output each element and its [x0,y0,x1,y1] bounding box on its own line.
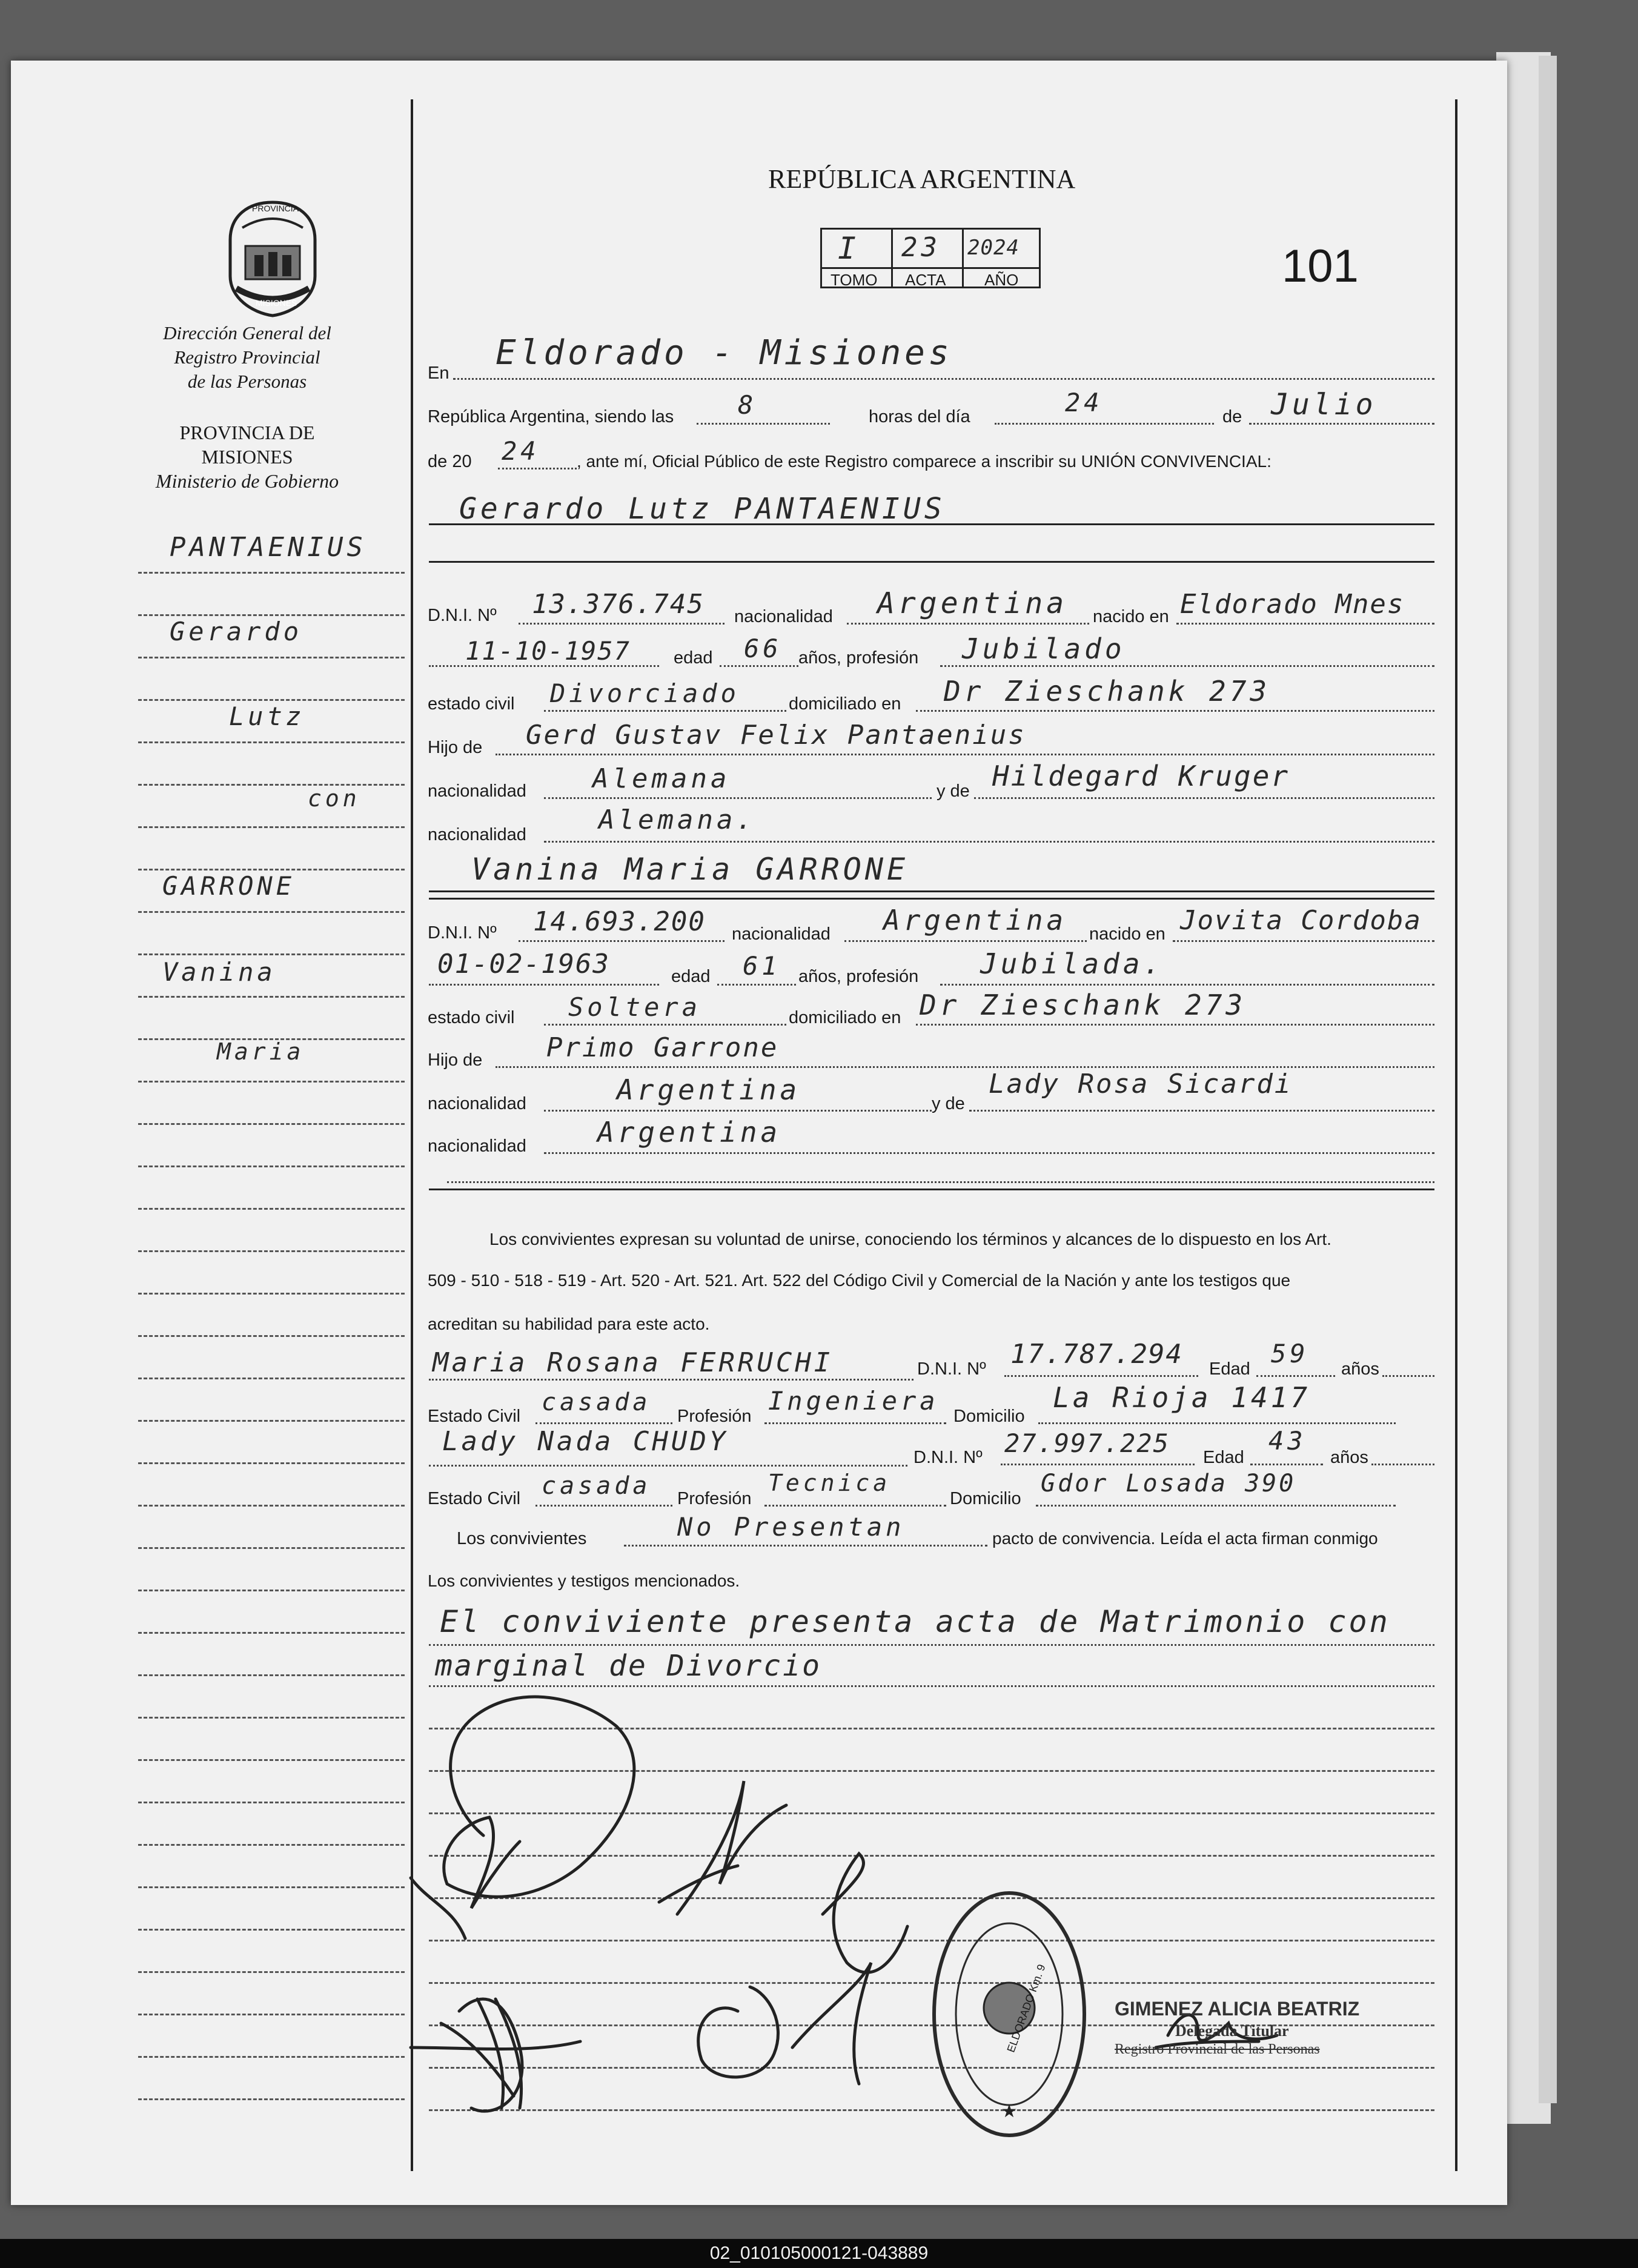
direccion-line: Registro Provincial [174,346,320,368]
official-office: Registro Provincial de las Personas [1115,2041,1320,2057]
ministerio-line: Ministerio de Gobierno [155,470,339,492]
margin-rule-line [138,1759,405,1761]
p2-nac-label: nacionalidad [732,924,831,944]
w1-dom-label: Domicilio [953,1407,1025,1426]
w1-estado: casada [542,1388,651,1416]
p2-estado: Soltera [568,992,701,1022]
margin-rule-line [138,1038,405,1040]
p2-edad-label: edad [671,967,711,986]
official-stamp-icon [930,1887,1088,2141]
p1-dni-label: D.N.I. Nº [428,606,497,625]
country-title: REPÚBLICA ARGENTINA [768,164,1076,194]
margin-rule-line [138,826,405,828]
file-id-footer: 02_010105000121-043889 [0,2239,1638,2268]
anio-value: 2024 [967,236,1020,260]
w2-name: Lady Nada CHUDY [442,1426,729,1457]
mes-value: Julio [1271,388,1377,422]
margin-rule-line [138,699,405,701]
w2-dni-label: D.N.I. Nº [913,1448,983,1467]
p1-yde-label: y de [937,781,970,801]
margin-rule-line [138,1378,405,1379]
p2-nacpadre-label: nacionalidad [428,1094,526,1113]
p1-dni: 13.376.745 [532,589,705,620]
horas-label: horas del día [869,407,970,426]
p2-nacmadre: Argentina [597,1116,781,1149]
p1-dom: Dr Zieschank 273 [944,675,1271,708]
de-label: de [1222,407,1242,426]
margin-rule-line [138,1971,405,1973]
p1-estado-label: estado civil [428,694,515,714]
w1-prof: Ingeniera [768,1386,939,1416]
margin-name-2: Lutz [229,701,305,731]
p2-dom-label: domiciliado en [789,1008,901,1027]
p1-fecha: 11-10-1957 [465,636,631,666]
p1-nacpadre: Alemana [592,763,731,794]
page-stack-edge-2 [1539,56,1557,2103]
p2-padre: Primo Garrone [546,1032,779,1063]
margin-rule-line [138,1929,405,1931]
margin-rule-line [138,869,405,870]
p1-nac: Argentina [877,586,1068,620]
official-name: GIMENEZ ALICIA BEATRIZ [1115,1998,1360,2020]
signatures-graphic [399,1623,1307,2157]
margin-rule-line [138,1335,405,1337]
w1-estado-label: Estado Civil [428,1407,521,1426]
ante-mi-text: , ante mí, Oficial Público de este Registro comparece a inscribir su UNIÓN CONVIVENCIAL: [577,452,1272,471]
pacto-value: No Presentan [677,1512,905,1542]
crest-top-text: PROVINCIA [252,204,299,213]
margin-con: con [308,785,360,812]
p1-estado: Divorciado [550,678,740,708]
p2-dom: Dr Zieschank 273 [920,989,1247,1021]
page-number: 101 [1282,240,1359,292]
legal-paragraph-2: 509 - 510 - 518 - 519 - Art. 520 - Art. 521. Art. 522 del Código Civil y Comercial de la Nación y ante los testigos que [428,1271,1291,1290]
dia-value: 24 [1065,388,1103,417]
p1-madre: Hildegard Kruger [992,760,1290,792]
p2-edad: 61 [743,951,781,981]
lugar-value: Eldorado - Misiones [496,333,953,373]
hora-value: 8 [738,390,757,420]
p2-nacpadre: Argentina [617,1073,801,1106]
w1-edad: 59 [1271,1339,1309,1368]
p2-nacmadre-label: nacionalidad [428,1136,526,1156]
margin-rule-line [138,2056,405,2058]
margin-rule-line [138,1717,405,1719]
margin-rule-line [138,1081,405,1083]
p2-dni: 14.693.200 [533,906,706,937]
tomo-cell [820,228,893,288]
p2-estado-label: estado civil [428,1008,515,1027]
margin-name-4: Maria [217,1038,305,1065]
en-label: En [428,363,449,383]
note-line-2: marginal de Divorcio [435,1649,821,1683]
margin-rule-line [138,1208,405,1210]
margin-rule-line [138,996,405,998]
republica-label: República Argentina, siendo las [428,407,674,426]
p1-nacido-label: nacido en [1093,607,1169,626]
crest-bottom-text: MISIONES [256,298,297,308]
anio-cell [962,228,1041,288]
p2-nacido-label: nacido en [1089,924,1166,944]
p2-dni-label: D.N.I. Nº [428,923,497,943]
w2-prof: Tecnica [768,1470,891,1496]
w2-estado-label: Estado Civil [428,1489,521,1508]
p1-edad-label: edad [674,648,713,668]
margin-rule-line [138,1632,405,1634]
p1-prof-label: años, profesión [798,648,919,668]
margin-rule-line [138,1420,405,1422]
margin-rule-line [138,1886,405,1888]
p1-hijo-label: Hijo de [428,738,483,757]
margin-rule-line [138,1802,405,1803]
margin-rule-line [138,614,405,616]
margin-rule-line [138,1166,405,1167]
margin-name-1: Gerardo [170,617,303,646]
tomo-label: TOMO [831,271,878,289]
margin-rule-line [138,1674,405,1676]
margin-name-3: Vanina [162,957,276,987]
p1-dom-label: domiciliado en [789,694,901,714]
p2-prof: Jubilada. [980,947,1164,980]
margin-rule-line [138,784,405,786]
margin-rule-line [138,1547,405,1549]
margin-rule-line [138,1123,405,1125]
w1-anios-label: años [1341,1359,1379,1379]
margin-rule-line [138,657,405,658]
margin-rule-line [138,1590,405,1591]
margin-rule-line [138,1844,405,1846]
margin-surname-1: PANTAENIUS [170,532,366,563]
w2-dom-label: Domicilio [950,1489,1021,1508]
w1-dni: 17.787.294 [1010,1339,1183,1370]
margin-rule-line [138,741,405,743]
p1-nacmadre-label: nacionalidad [428,825,526,844]
svg-text:★: ★ [1001,2101,1018,2122]
pacto-suffix: pacto de convivencia. Leída el acta firman conmigo [992,1529,1378,1548]
margin-rule-line [138,2098,405,2100]
margin-rule-line [138,2014,405,2015]
margin-rule-line [138,1505,405,1507]
de20-label: de 20 [428,452,472,471]
w1-dom: La Rioja 1417 [1053,1381,1311,1414]
p1-nacpadre-label: nacionalidad [428,781,526,801]
w2-edad: 43 [1268,1426,1307,1456]
acta-value: 23 [901,232,941,263]
anio-written: 24 [502,436,540,466]
provincia-line: PROVINCIA DE [179,422,315,443]
margin-rule-line [138,953,405,955]
margin-rule-line [138,1250,405,1252]
p1-padre: Gerd Gustav Felix Pantaenius [526,720,1026,751]
w1-dni-label: D.N.I. Nº [917,1359,986,1379]
p2-nacido: Jovita Cordoba [1180,905,1422,936]
p2-prof-label: años, profesión [798,967,919,986]
note-line-1: El conviviente presenta acta de Matrimonio con [440,1604,1390,1639]
margin-rule-line [138,911,405,913]
direccion-line: de las Personas [187,371,307,392]
acta-label: ACTA [905,271,946,289]
direccion-block [84,321,411,394]
w1-edad-label: Edad [1209,1359,1250,1379]
provincia-block [84,420,411,493]
legal-paragraph-1: Los convivientes expresan su voluntad de unirse, conociendo los términos y alcances de lo dispuesto en los Art. [489,1230,1331,1248]
w2-dni: 27.997.225 [1004,1428,1170,1458]
right-margin-rule [1455,99,1457,2171]
official-title: Delegada Titular [1175,2022,1289,2040]
anio-label: AÑO [984,271,1019,289]
direccion-line: Dirección General del [163,322,331,343]
person1-name: Gerardo Lutz PANTAENIUS [459,492,946,526]
w2-prof-label: Profesión [677,1489,752,1508]
p2-yde-label: y de [932,1094,965,1113]
margin-surname-2: GARRONE [162,871,296,901]
w2-estado: casada [542,1472,651,1500]
closing-text: Los convivientes y testigos mencionados. [428,1571,740,1590]
p1-nacmadre: Alemana. [598,804,756,835]
p1-nac-label: nacionalidad [734,607,833,626]
w2-edad-label: Edad [1203,1448,1244,1467]
stamp-bottom-text: ELDORADO Km. 9 [1004,1963,1048,2054]
provincia-line: MISIONES [201,446,293,468]
margin-rule-line [138,1462,405,1464]
p2-madre: Lady Rosa Sicardi [989,1069,1293,1099]
w1-prof-label: Profesión [677,1407,752,1426]
p2-hijo-label: Hijo de [428,1050,483,1070]
document-page [11,61,1507,2205]
p1-nacido: Eldorado Mnes [1180,589,1405,620]
w2-dom: Gdor Losada 390 [1041,1470,1296,1497]
legal-paragraph-3: acreditan su habilidad para este acto. [428,1315,710,1333]
acta-cell [891,228,964,288]
margin-rule-line [138,572,405,574]
w1-name: Maria Rosana FERRUCHI [433,1347,834,1378]
tomo-value: I [838,231,860,266]
p1-prof: Jubilado [962,632,1126,665]
pacto-prefix: Los convivientes [457,1529,587,1548]
p1-edad: 66 [744,634,782,663]
p2-fecha: 01-02-1963 [437,949,610,980]
person2-name: Vanina Maria GARRONE [471,852,909,887]
w2-anios-label: años [1330,1448,1368,1467]
p2-nac: Argentina [883,904,1067,937]
margin-rule-line [138,1293,405,1295]
